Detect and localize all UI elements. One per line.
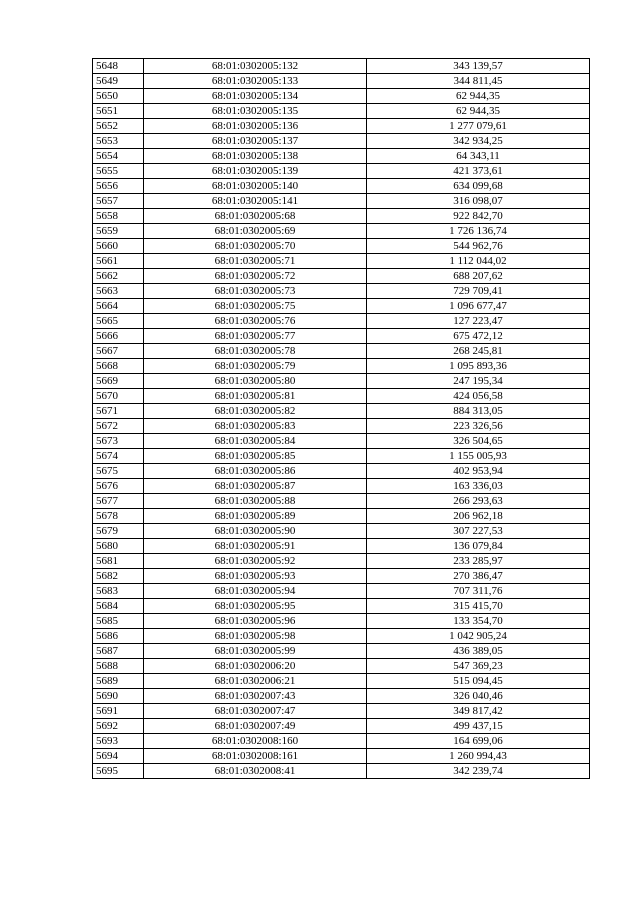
table-row [93,59,590,74]
table-row [93,749,590,764]
table-row [93,344,590,359]
row-number-cell: 5659 [93,224,144,239]
table-row [93,284,590,299]
row-number-cell: 5683 [93,584,144,599]
cadastral-value-cell: 884 313,05 [367,404,590,419]
cadastral-value-cell: 1 112 044,02 [367,254,590,269]
cadastral-value-cell: 342 239,74 [367,764,590,779]
cadastral-number-cell: 68:01:0302008:161 [144,749,367,764]
row-number-cell: 5667 [93,344,144,359]
cadastral-number-cell: 68:01:0302005:86 [144,464,367,479]
cadastral-value-cell: 342 934,25 [367,134,590,149]
table-row [93,209,590,224]
cadastral-number-cell: 68:01:0302005:85 [144,449,367,464]
row-number-cell: 5694 [93,749,144,764]
cadastral-number-cell: 68:01:0302005:91 [144,539,367,554]
cadastral-value-cell: 1 042 905,24 [367,629,590,644]
row-number-cell: 5672 [93,419,144,434]
cadastral-value-cell: 326 504,65 [367,434,590,449]
table-row [93,89,590,104]
cadastral-value-cell: 266 293,63 [367,494,590,509]
cadastral-value-cell: 62 944,35 [367,104,590,119]
table-row [93,659,590,674]
cadastral-value-cell: 315 415,70 [367,599,590,614]
row-number-cell: 5669 [93,374,144,389]
cadastral-number-cell: 68:01:0302005:93 [144,569,367,584]
row-number-cell: 5651 [93,104,144,119]
row-number-cell: 5679 [93,524,144,539]
cadastral-number-cell: 68:01:0302005:68 [144,209,367,224]
cadastral-value-cell: 223 326,56 [367,419,590,434]
cadastral-number-cell: 68:01:0302005:94 [144,584,367,599]
cadastral-value-cell: 1 155 005,93 [367,449,590,464]
table-row [93,614,590,629]
cadastral-value-cell: 1 096 677,47 [367,299,590,314]
cadastral-number-cell: 68:01:0302005:138 [144,149,367,164]
row-number-cell: 5677 [93,494,144,509]
cadastral-value-cell: 343 139,57 [367,59,590,74]
row-number-cell: 5685 [93,614,144,629]
cadastral-value-cell: 64 343,11 [367,149,590,164]
cadastral-number-cell: 68:01:0302005:76 [144,314,367,329]
row-number-cell: 5650 [93,89,144,104]
cadastral-value-cell: 402 953,94 [367,464,590,479]
table-row [93,509,590,524]
cadastral-value-cell: 326 040,46 [367,689,590,704]
cadastral-number-cell: 68:01:0302005:69 [144,224,367,239]
table-row [93,719,590,734]
cadastral-number-cell: 68:01:0302005:84 [144,434,367,449]
row-number-cell: 5688 [93,659,144,674]
cadastral-number-cell: 68:01:0302006:21 [144,674,367,689]
cadastral-number-cell: 68:01:0302005:98 [144,629,367,644]
table-row [93,269,590,284]
row-number-cell: 5654 [93,149,144,164]
table-row [93,404,590,419]
row-number-cell: 5668 [93,359,144,374]
table-row [93,419,590,434]
cadastral-number-cell: 68:01:0302005:79 [144,359,367,374]
cadastral-number-cell: 68:01:0302005:75 [144,299,367,314]
row-number-cell: 5649 [93,74,144,89]
row-number-cell: 5691 [93,704,144,719]
table-row [93,629,590,644]
table-row [93,359,590,374]
cadastral-value-cell: 675 472,12 [367,329,590,344]
cadastral-number-cell: 68:01:0302005:70 [144,239,367,254]
row-number-cell: 5662 [93,269,144,284]
cadastral-value-cell: 707 311,76 [367,584,590,599]
table-row [93,434,590,449]
cadastral-value-cell: 1 260 994,43 [367,749,590,764]
cadastral-value-cell: 499 437,15 [367,719,590,734]
cadastral-number-cell: 68:01:0302005:137 [144,134,367,149]
cadastral-number-cell: 68:01:0302005:133 [144,74,367,89]
table-row [93,449,590,464]
table-row [93,104,590,119]
row-number-cell: 5684 [93,599,144,614]
row-number-cell: 5678 [93,509,144,524]
row-number-cell: 5682 [93,569,144,584]
cadastral-number-cell: 68:01:0302007:47 [144,704,367,719]
table-row [93,479,590,494]
row-number-cell: 5695 [93,764,144,779]
table-row [93,179,590,194]
row-number-cell: 5675 [93,464,144,479]
row-number-cell: 5676 [93,479,144,494]
cadastral-number-cell: 68:01:0302007:49 [144,719,367,734]
row-number-cell: 5693 [93,734,144,749]
cadastral-number-cell: 68:01:0302007:43 [144,689,367,704]
cadastral-value-cell: 136 079,84 [367,539,590,554]
table-row [93,539,590,554]
cadastral-value-cell: 544 962,76 [367,239,590,254]
table-row [93,329,590,344]
table-row [93,224,590,239]
cadastral-value-cell: 247 195,34 [367,374,590,389]
cadastral-number-cell: 68:01:0302008:160 [144,734,367,749]
cadastral-number-cell: 68:01:0302005:78 [144,344,367,359]
row-number-cell: 5661 [93,254,144,269]
row-number-cell: 5653 [93,134,144,149]
row-number-cell: 5652 [93,119,144,134]
cadastral-number-cell: 68:01:0302008:41 [144,764,367,779]
table-body [93,59,590,779]
table-row [93,299,590,314]
cadastral-number-cell: 68:01:0302005:96 [144,614,367,629]
cadastral-number-cell: 68:01:0302005:92 [144,554,367,569]
cadastral-number-cell: 68:01:0302005:135 [144,104,367,119]
table-row [93,134,590,149]
cadastral-value-cell: 127 223,47 [367,314,590,329]
table-row [93,644,590,659]
cadastral-value-cell: 268 245,81 [367,344,590,359]
cadastral-value-cell: 424 056,58 [367,389,590,404]
table-row [93,464,590,479]
row-number-cell: 5671 [93,404,144,419]
cadastral-value-cell: 1 095 893,36 [367,359,590,374]
table-row [93,149,590,164]
table-row [93,374,590,389]
cadastral-value-cell: 922 842,70 [367,209,590,224]
cadastral-number-cell: 68:01:0302005:82 [144,404,367,419]
cadastral-number-cell: 68:01:0302005:87 [144,479,367,494]
cadastral-value-cell: 133 354,70 [367,614,590,629]
row-number-cell: 5664 [93,299,144,314]
cadastral-value-cell: 164 699,06 [367,734,590,749]
table-row [93,254,590,269]
row-number-cell: 5657 [93,194,144,209]
row-number-cell: 5663 [93,284,144,299]
row-number-cell: 5658 [93,209,144,224]
table-row [93,239,590,254]
cadastral-value-cell: 344 811,45 [367,74,590,89]
row-number-cell: 5681 [93,554,144,569]
cadastral-number-cell: 68:01:0302005:141 [144,194,367,209]
cadastral-number-cell: 68:01:0302005:77 [144,329,367,344]
table-row [93,74,590,89]
cadastral-number-cell: 68:01:0302005:71 [144,254,367,269]
cadastral-number-cell: 68:01:0302005:72 [144,269,367,284]
cadastral-value-cell: 634 099,68 [367,179,590,194]
cadastral-number-cell: 68:01:0302005:136 [144,119,367,134]
table-row [93,569,590,584]
table-row [93,584,590,599]
cadastral-number-cell: 68:01:0302005:132 [144,59,367,74]
cadastral-number-cell: 68:01:0302005:83 [144,419,367,434]
cadastral-number-cell: 68:01:0302005:73 [144,284,367,299]
table-row [93,524,590,539]
row-number-cell: 5673 [93,434,144,449]
table-row [93,194,590,209]
row-number-cell: 5692 [93,719,144,734]
row-number-cell: 5656 [93,179,144,194]
row-number-cell: 5666 [93,329,144,344]
cadastral-number-cell: 68:01:0302005:80 [144,374,367,389]
cadastral-value-cell: 688 207,62 [367,269,590,284]
row-number-cell: 5648 [93,59,144,74]
table-row [93,674,590,689]
cadastral-number-cell: 68:01:0302005:89 [144,509,367,524]
table-row [93,599,590,614]
cadastral-number-cell: 68:01:0302005:90 [144,524,367,539]
row-number-cell: 5687 [93,644,144,659]
cadastral-number-cell: 68:01:0302005:81 [144,389,367,404]
cadastral-value-table [92,58,590,779]
cadastral-number-cell: 68:01:0302005:139 [144,164,367,179]
table-row [93,164,590,179]
row-number-cell: 5689 [93,674,144,689]
cadastral-number-cell: 68:01:0302005:99 [144,644,367,659]
cadastral-value-cell: 1 726 136,74 [367,224,590,239]
cadastral-number-cell: 68:01:0302005:134 [144,89,367,104]
cadastral-number-cell: 68:01:0302005:88 [144,494,367,509]
row-number-cell: 5660 [93,239,144,254]
cadastral-value-cell: 163 336,03 [367,479,590,494]
cadastral-value-cell: 349 817,42 [367,704,590,719]
row-number-cell: 5670 [93,389,144,404]
cadastral-value-cell: 270 386,47 [367,569,590,584]
table-row [93,689,590,704]
table-row [93,494,590,509]
row-number-cell: 5690 [93,689,144,704]
table-row [93,554,590,569]
cadastral-value-cell: 436 389,05 [367,644,590,659]
cadastral-value-cell: 307 227,53 [367,524,590,539]
cadastral-value-cell: 515 094,45 [367,674,590,689]
cadastral-value-cell: 316 098,07 [367,194,590,209]
cadastral-number-cell: 68:01:0302005:95 [144,599,367,614]
row-number-cell: 5655 [93,164,144,179]
cadastral-value-cell: 206 962,18 [367,509,590,524]
cadastral-number-cell: 68:01:0302005:140 [144,179,367,194]
table-row [93,764,590,779]
cadastral-value-cell: 547 369,23 [367,659,590,674]
cadastral-value-cell: 233 285,97 [367,554,590,569]
cadastral-value-cell: 421 373,61 [367,164,590,179]
cadastral-number-cell: 68:01:0302006:20 [144,659,367,674]
table-row [93,314,590,329]
table-row [93,119,590,134]
row-number-cell: 5686 [93,629,144,644]
cadastral-value-cell: 729 709,41 [367,284,590,299]
row-number-cell: 5680 [93,539,144,554]
cadastral-value-cell: 62 944,35 [367,89,590,104]
row-number-cell: 5674 [93,449,144,464]
cadastral-value-cell: 1 277 079,61 [367,119,590,134]
table-row [93,389,590,404]
table-row [93,704,590,719]
table-row [93,734,590,749]
row-number-cell: 5665 [93,314,144,329]
